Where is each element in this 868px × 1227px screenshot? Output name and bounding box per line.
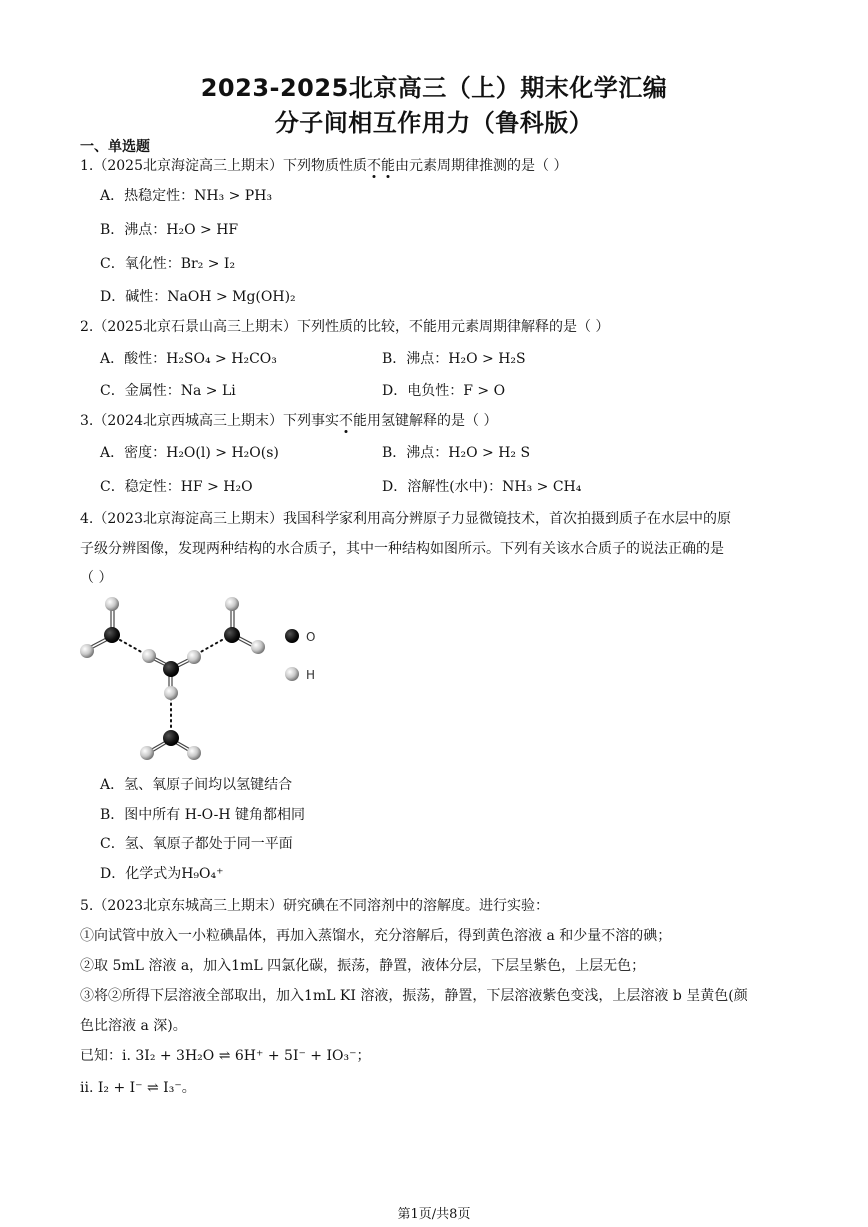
hydrated-proton-structure-figure bbox=[70, 590, 330, 765]
legend-hydrogen-label: H bbox=[306, 668, 316, 682]
q1-stem-part-a: 1.（2025北京海淀高三上期末）下列物质性质 bbox=[80, 158, 367, 174]
q3-option-d: D．溶解性(水中)：NH₃ > CH₄ bbox=[382, 479, 582, 495]
document-subtitle: 分子间相互作用力（鲁科版） bbox=[274, 109, 594, 137]
q1-option-c: C．氧化性：Br₂ > I₂ bbox=[100, 256, 236, 272]
question-4-stem-line-1: 4.（2023北京海淀高三上期末）我国科学家利用高分辨原子力显微镜技术，首次拍摄到质子在水层中的原 bbox=[80, 511, 731, 527]
q3-option-a: A．密度：H₂O(l) > H₂O(s) bbox=[100, 445, 279, 461]
q4-option-b: B．图中所有 H-O-H 键角都相同 bbox=[100, 807, 306, 823]
q1-option-b: B．沸点：H₂O > HF bbox=[100, 222, 239, 238]
q3-emphasis-char: 不 bbox=[339, 413, 353, 429]
q5-known-equation-2: ii. I₂ + I⁻ ⇌ I₃⁻。 bbox=[80, 1080, 196, 1096]
q2-option-a: A．酸性：H₂SO₄ > H₂CO₃ bbox=[100, 351, 277, 367]
q3-option-b: B．沸点：H₂O > H₂ S bbox=[382, 445, 531, 461]
legend-oxygen-icon bbox=[285, 629, 299, 643]
question-3-stem bbox=[80, 411, 497, 431]
q5-step-3-line-1: ③将②所得下层溶液全部取出，加入1mL KI 溶液，振荡，静置，下层溶液紫色变浅，上层溶液 b 呈黄色(颜 bbox=[80, 988, 748, 1004]
q4-option-d: D．化学式为H₉O₄⁺ bbox=[100, 866, 224, 882]
q5-step-1: ①向试管中放入一小粒碘晶体，再加入蒸馏水，充分溶解后，得到黄色溶液 a 和少量不溶的碘； bbox=[80, 928, 672, 944]
q5-step-2: ②取 5mL 溶液 a，加入1mL 四氯化碳，振荡，静置，液体分层，下层呈紫色，上层无色； bbox=[80, 958, 646, 974]
question-4-stem-line-3: （ ） bbox=[80, 570, 113, 586]
section-heading: 一、单选题 bbox=[80, 139, 150, 155]
question-1-stem bbox=[80, 156, 567, 176]
q5-known-equation-1: 已知：i. 3I₂ + 3H₂O ⇌ 6H⁺ + 5I⁻ + IO₃⁻； bbox=[80, 1048, 371, 1064]
q2-option-d: D．电负性：F > O bbox=[382, 383, 506, 399]
question-4-stem-line-2: 子级分辨图像，发现两种结构的水合质子，其中一种结构如图所示。下列有关该水合质子的说法正确的是 bbox=[80, 541, 724, 557]
q1-option-a: A．热稳定性：NH₃ > PH₃ bbox=[100, 188, 273, 204]
q1-emphasis-char-2: 能 bbox=[381, 158, 395, 174]
q1-option-d: D．碱性：NaOH > Mg(OH)₂ bbox=[100, 289, 296, 305]
q1-emphasis-char-1: 不 bbox=[367, 158, 381, 174]
question-2-stem: 2.（2025北京石景山高三上期末）下列性质的比较，不能用元素周期律解释的是（ ） bbox=[80, 319, 610, 335]
q2-option-b: B．沸点：H₂O > H₂S bbox=[382, 351, 526, 367]
page-number-footer: 第1页/共8页 bbox=[397, 1207, 471, 1222]
document-title: 2023-2025北京高三（上）期末化学汇编 bbox=[200, 74, 668, 102]
q4-option-c: C．氢、氧原子都处于同一平面 bbox=[100, 836, 293, 852]
q3-stem-part-b: 能用氢键解释的是（ ） bbox=[353, 413, 498, 429]
q5-step-3-line-2: 色比溶液 a 深)。 bbox=[80, 1018, 187, 1034]
q3-stem-part-a: 3.（2024北京西城高三上期末）下列事实 bbox=[80, 413, 339, 429]
q2-option-c: C．金属性：Na > Li bbox=[100, 383, 236, 399]
hydrogen-bonds bbox=[120, 640, 222, 730]
legend-oxygen-label: O bbox=[306, 630, 316, 644]
q4-option-a: A．氢、氧原子间均以氢键结合 bbox=[100, 777, 293, 793]
question-5-stem: 5.（2023北京东城高三上期末）研究碘在不同溶剂中的溶解度。进行实验： bbox=[80, 898, 549, 914]
legend-hydrogen-icon bbox=[285, 667, 299, 681]
q1-stem-part-b: 由元素周期律推测的是（ ） bbox=[395, 158, 568, 174]
q3-option-c: C．稳定性：HF > H₂O bbox=[100, 479, 253, 495]
